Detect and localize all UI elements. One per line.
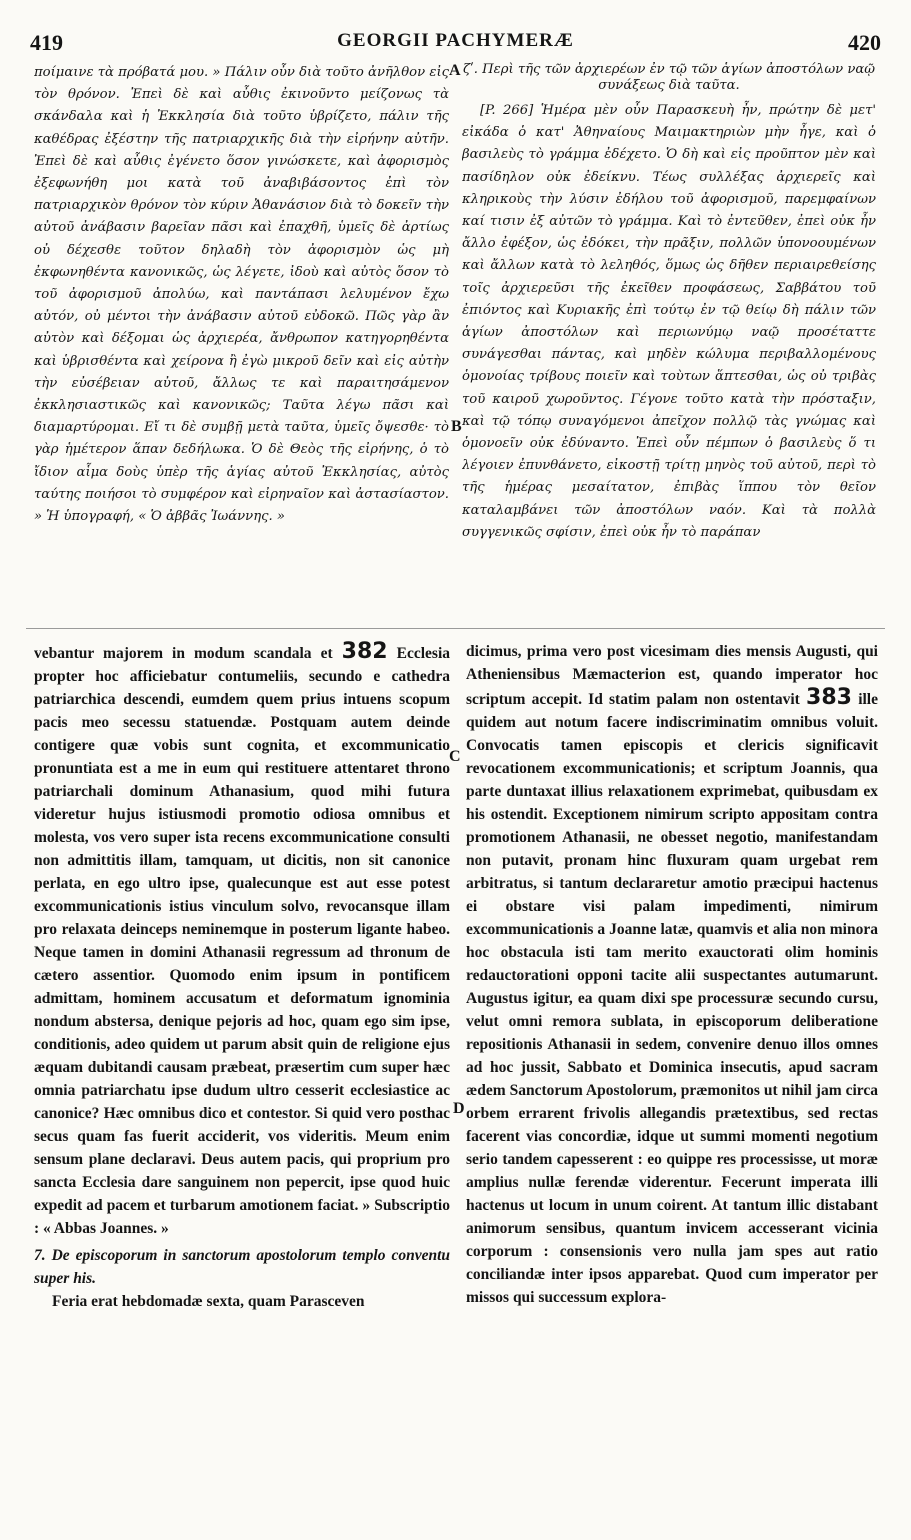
- latin-chapter-heading: 7. De episcoporum in sanctorum apostolorum templo conventu super his.: [34, 1247, 450, 1287]
- margin-letter-c: C: [449, 748, 461, 765]
- latin-left-paragraph: [34, 640, 450, 1240]
- greek-column-left: [34, 62, 449, 528]
- latin-column-right: [466, 640, 878, 1309]
- latin-column-left: [34, 640, 450, 1313]
- latin-left-last-line: Feria erat hebdomadæ sexta, quam Parasceven: [52, 1293, 365, 1310]
- column-number-383: 383: [806, 685, 852, 710]
- latin-left-text-b: Ecclesia propter hoc afficiebatur contumeliis, secundo e cathedra patriarchica descendi, eumdem quem prius intuens scopum pacis meo secessu statuendæ. Postquam autem deinde contigere quæ vobis sunt cognita, et excommunicatio pronuntiata est a me in eum qui restituere attentaret throno patriarchali dominum Athanasium, quod mihi futura videretur hujus istiusmodi promotio odiosa omnibus et molesta, vos vero super ista recens excommunicatione consulti non admittitis illam, tamquam, ut dicitis, non sit canonice perlata, en ego ultro ipse, qualecunque est aut esse potest excommunicationis istius vinculum solvo, revocansque illam pro relaxata deinceps neminemque in posterum ligante habeo. Neque tamen in domini Athanasii regressum ad thronum de cætero assentior. Quomodo enim ipsum in pontificem admittam, hominem accusatum et deformatum ignominia nondum abstersa, denique pejoris ad hoc, quam ego sim ipse, conditionis, adeo quidem ut parum absit quin de religione ejus æquam dubitandi causam præbeat, præsertim cum super hæc omnia patriarchatu ipse dudum ultro cesserit ecclesiastice ac canonice? Hæc omnibus dico et contestor. Si quid vero posthac secus quam fas fuerit acciderit, vos videritis. Meum enim sensum plane declaravi. Deus autem pacis, qui proprium pro sancta Ecclesia dare sanguinem non pepercit, ipse quod huic expedit ad pacem et turbarum amotionem faciat. » Subscriptio : « Abbas Joannes. »: [34, 645, 450, 1237]
- greek-chapter-heading: ζʹ. Περὶ τῆς τῶν ἀρχιερέων ἐν τῷ τῶν ἁγίων ἀποστόλων ναῷ συνάξεως διὰ ταῦτα.: [462, 62, 876, 93]
- page-number-left: 419: [30, 30, 63, 55]
- margin-letter-d: D: [453, 1100, 465, 1117]
- latin-right-text-a: dicimus, prima vero post vicesimam dies mensis Augusti, qui Atheniensibus Mæmacterion est, quando imperator hoc scriptum accepit. Id statim palam non ostentavit: [466, 643, 878, 708]
- latin-right-paragraph: [466, 640, 878, 1309]
- column-number-382: 382: [341, 640, 388, 664]
- latin-right-text-b: ille quidem aut notum facere indiscriminatim omnibus voluit. Convocatis tamen episcopis et clericis significavit revocationem excommunicationis; et scriptum Joannis, qua parte duntaxat illius relaxationem exprimebat, quibusdam ex his ostendit. Exceptionem nimirum scripto appositam contra promotionem Athanasii, ne obesset negotio, manifestandam non putavit, pronam hinc fluxuram quam urgebat rem arbitratus, si tantum declararetur amotio præcipui hactenus ei obstare visi palam impedimenti, nimirum excommunicationis a Joanne latæ, quamvis et alia non minora hoc obstacula isti tam merito exauctorati olim hominis redauctorationi opponi tacite alii suspectantes autumarunt. Augustus igitur, ea quam dixi spe processuræ secundo cursu, velut omni remora sublata, in episcoporum deliberatione repositionis Athanasii in sedem, convenire denuo illos omnes ad hoc jussit, Sabbato et Dominica insecutis, apud sacram ædem Sanctorum Apostolorum, præmonitos ut nihil jam circa orbem errarent frivolis allegandis prætextibus, sed rectas facerent vias concordiæ, idque ut summi momenti negotium serio tandem capesserent : eo quippe res processisse, ut moræ amplius nullæ ferendæ viderentur. Fecerunt imperata illi hactenus ut locum in unum coirent. At tantum illic distabant animorum sensibus, quantum invicem accesserant vicinia corporum : consensionis vero nulla jam spes aut ratio conciliandæ inter ipsos apparebat. Quod cum imperator per missos qui successum explora-: [466, 691, 878, 1306]
- column-divider: [26, 628, 885, 629]
- greek-left-text: ποίμαινε τὰ πρόβατά μου. » Πάλιν οὖν διὰ τοῦτο ἀνῆλθον εἰς τὸν θρόνον. Ἐπεὶ δὲ καὶ αὖθις ἐκινοῦντο μείζονως τὰ σκάνδαλα καὶ ἡ Ἐκκλησία διὰ τοῦτο ὑβρίζετο, πάλιν τῆς καθέδρας ἐξέστην τῆς πατριαρχικῆς διὰ τὴν εἰρήνην αὐτῆν. Ἐπεὶ δὲ καὶ αὖθις ἐγένετο ὅσον γινώσκετε, καὶ ἀφορισμὸς ἐξεφωνήθη μοι κατὰ τοῦ ἀναβιβάσοντος ἐπὶ τὸν πατριαρχικὸν θρόνον τὸν κύριν Ἀθανάσιον διὰ τὸ δοκεῖν τὴν αὐτοῦ ἀνάβασιν βαρεῖαν πᾶσι καὶ ἐπαχθῆ, ὑμεῖς δὲ ἀρτίως οὐ δέχεσθε τοῦτον δηλαδὴ τὸν ἀφορισμὸν ὡς μὴ ἐκφωνηθέντα κανονικῶς, ὡς λέγετε, ἰδοὺ καὶ αὐτὸς ὅσον τὸ τοῦ ἀφορισμοῦ ἀπολύω, καὶ παντάπασι λελυμένον ἔχω αὐτόν, οὐ μέντοι τὴν ἀνάβασιν αὐτοῦ εὐδοκῶ. Πῶς γὰρ ἂν αὐτὸν καὶ δέξομαι ὡς ἀρχιερέα, ἄνθρωπον κατηγορηθέντα καὶ ὑβρισθέντα καὶ χείρονα ἢ ἐγὼ μικροῦ δεῖν καὶ εἰς αὐτὴν τὴν εὐσέβειαν αὐτοῦ, ἄλλως τε καὶ παραιτησάμενον ἐκκλησιαστικῶς καὶ κανονικῶς; Ταῦτα λέγω πᾶσι καὶ διαμαρτύρομαι. Εἴ τι δὲ συμβῇ μετὰ ταῦτα, ὑμεῖς ὄψεσθε· τὸ γὰρ ἡμέτερον ἅπαν δεδήλωκα. Ὁ δὲ Θεὸς τῆς εἰρήνης, ὁ τὸ ἴδιον αἷμα δοὺς ὑπὲρ τῆς ἁγίας αὐτοῦ Ἐκκλησίας, αὐτὸς ταύτης ποιήσοι τὸ συμφέρον καὶ εἰρηναῖον καὶ ἀστασίαστον. » Ἡ ὑπογραφή, « Ὁ ἀββᾶς Ἰωάννης. »: [34, 65, 449, 525]
- page-number-right: 420: [848, 30, 881, 55]
- margin-letter-a: A: [449, 62, 461, 79]
- margin-letter-b: B: [451, 418, 462, 435]
- page-header: [26, 30, 885, 56]
- greek-right-text: [P. 266] Ἡμέρα μὲν οὖν Παρασκευὴ ἦν, πρώτην δὲ μετ' εἰκάδα ὁ κατ' Ἀθηναίους Μαιμακτηριὼν μὴν ἦγε, καὶ ὁ βασιλεὺς τὸ γράμμα ἐδέχετο. Ὁ δὴ καὶ εἰς προῦπτον μὲν καὶ πασίδηλον οὐκ ἐδείκνυ. Τέως συλλέξας ἀρχιερεῖς καὶ κληρικοὺς τὴν λύσιν ἐδήλου τοῦ ἀφορισμοῦ, παρεμφαίνων καί τισιν ἐξ αὐτῶν τὸ γράμμα. Καὶ τὸ ἐντεῦθεν, ἐπεὶ οὐκ ἦν ἄλλο ἐφέξον, ὡς ἐδόκει, τὴν πρᾶξιν, πολλῶν ὑπονοουμένων καὶ ἄλλων κατὰ τὸ λεληθός, ὅμως ὡς δῆθεν περιαιρεθείσης τοῖς ἀρχιερεῦσι τῆς ἐκεῖθεν προφάσεως, Σαββάτου τοῦ ἐπιόντος καὶ Κυριακῆς ἐπὶ τούτῳ ἐν τῷ θείῳ δὴ πάλιν τῶν ἁγίων ἀποστόλων καὶ περιωνύμῳ ναῷ προσέταττε συνάγεσθαι πάντας, καὶ μηδὲν κώλυμα περιβαλλομένους ὁμονοίας τρίβους ποιεῖν καὶ τοὺτων ἅπτεσθαι, ὡς οὐ τριβὰς τοῦ καιροῦ χωροῦντος. Γέγονε τοῦτο κατὰ τὴν πρόσταξιν, καὶ τῷ τόπῳ συναγόμενοι ἀπεῖχον πολλῷ τὰς γνώμας καὶ ὁμονοεῖν οὐκ ἐδύναντο. Ἐπεὶ οὖν πέμπων ὁ βασιλεὺς ὅ τι λέγοιεν ἐπυνθάνετο, εἰκοστῇ τρίτῃ μηνὸς τοῦ αὐτοῦ, περὶ τὸ τῆς ἡμέρας μεσαίτατον, ἐπιβὰς ἵππου τὸν θεῖον καταλαμβάνει τῶν ἀποστόλων ναόν. Καὶ τὰ πολλὰ συγγενικῶς σφίσιν, ἐπεὶ οὐκ ἦν τὸ παράπαν: [462, 103, 876, 540]
- running-title: GEORGII PACHYMERÆ: [337, 30, 574, 51]
- greek-column-right: [462, 62, 876, 544]
- latin-left-text-a: vebantur majorem in modum scandala et: [34, 645, 333, 662]
